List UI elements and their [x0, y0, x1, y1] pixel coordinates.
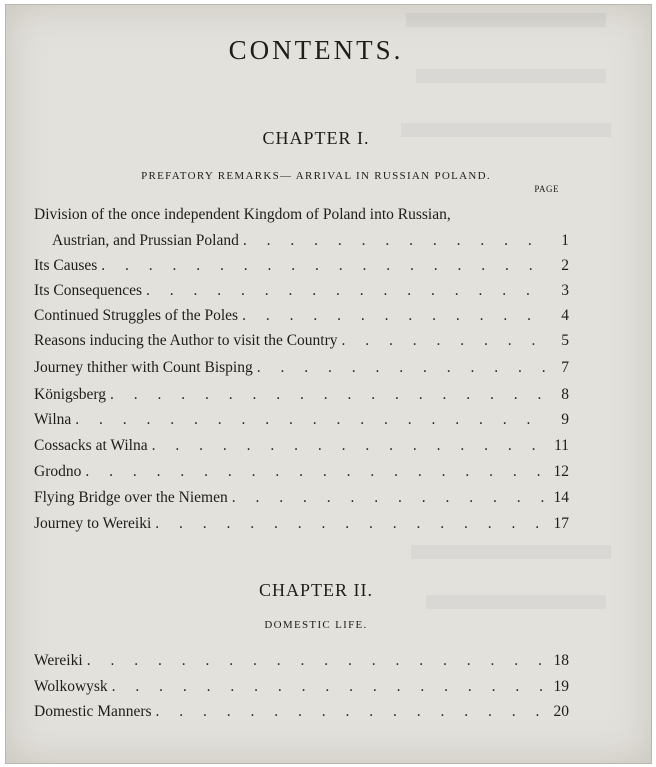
- dot-leader: [101, 256, 547, 276]
- toc-entry: [34, 436, 569, 456]
- toc-entry-title: Wolkowysk: [34, 678, 108, 695]
- toc-entry-title: Wereiki: [34, 652, 83, 669]
- toc-entry-page: 14: [553, 489, 569, 506]
- toc-entry-page: 3: [561, 282, 569, 299]
- dot-leader: [146, 281, 547, 301]
- toc-entry-page: 4: [561, 307, 569, 324]
- toc-entry-title: Austrian, and Prussian Poland: [52, 232, 239, 249]
- toc-entry: [34, 488, 569, 508]
- toc-entry-page: 1: [561, 232, 569, 249]
- dot-leader: [75, 410, 547, 430]
- toc-entry-title: Its Causes: [34, 257, 98, 274]
- toc-entry: [34, 385, 569, 405]
- contents-title: CONTENTS.: [228, 35, 404, 65]
- dot-leader: [112, 677, 547, 697]
- dot-leader: [232, 488, 547, 508]
- toc-entry-line: Division of the once independent Kingdom of Poland into Russian,: [34, 206, 451, 223]
- toc-entry-title: Continued Struggles of the Poles: [34, 307, 239, 324]
- toc-entry-page: 7: [561, 359, 569, 376]
- dot-leader: [85, 462, 547, 482]
- toc-entry-title: Journey thither with Count Bisping: [34, 359, 253, 376]
- toc-entry-title: Wilna: [34, 411, 72, 428]
- toc-entry-page: 19: [553, 678, 569, 695]
- toc-entry: [34, 514, 569, 534]
- toc-entry: [34, 462, 569, 482]
- dot-leader: [156, 702, 547, 722]
- toc-entry-page: 11: [554, 437, 569, 454]
- dot-leader: [243, 231, 547, 251]
- toc-entry: [34, 331, 569, 351]
- toc-entry-page: 20: [553, 703, 569, 720]
- toc-entry: [34, 281, 569, 301]
- toc-entry: [34, 306, 569, 326]
- dot-leader: [87, 651, 547, 671]
- toc-entry: [34, 358, 569, 378]
- toc-entry-title: Its Consequences: [34, 282, 143, 299]
- toc-entry: [52, 231, 569, 251]
- toc-entry: [34, 410, 569, 430]
- toc-entry-title: Königsberg: [34, 386, 107, 403]
- toc-entry-title: Grodno: [34, 463, 82, 480]
- toc-entry: [34, 702, 569, 722]
- dot-leader: [257, 358, 547, 378]
- book-page: [5, 4, 652, 764]
- toc-entry-page: 9: [561, 411, 569, 428]
- dot-leader: [155, 514, 547, 534]
- contents-body: [6, 5, 651, 763]
- toc-entry: [34, 256, 569, 276]
- toc-entry-page: 12: [553, 463, 569, 480]
- toc-entry-title: Flying Bridge over the Niemen: [34, 489, 228, 506]
- toc-entry-page: 18: [553, 652, 569, 669]
- toc-entry: [34, 677, 569, 697]
- toc-entry-page: 2: [561, 257, 569, 274]
- chapter-1-heading: CHAPTER I.: [262, 128, 370, 148]
- dot-leader: [342, 331, 547, 351]
- toc-entry-title: Domestic Manners: [34, 703, 152, 720]
- dot-leader: [152, 436, 547, 456]
- chapter-2-heading: CHAPTER II.: [259, 580, 373, 600]
- dot-leader: [242, 306, 547, 326]
- toc-entry-page: 5: [561, 332, 569, 349]
- toc-entry-title: Reasons inducing the Author to visit the Country: [34, 332, 338, 349]
- toc-entry-title: Cossacks at Wilna: [34, 437, 148, 454]
- chapter-2-subtitle: DOMESTIC LIFE.: [264, 619, 368, 631]
- toc-entry-title: Journey to Wereiki: [34, 515, 152, 532]
- dot-leader: [110, 385, 547, 405]
- toc-entry-page: 8: [561, 386, 569, 403]
- page-column-label: PAGE: [534, 184, 559, 194]
- toc-entry: [34, 651, 569, 671]
- toc-entry-page: 17: [553, 515, 569, 532]
- chapter-1-subtitle: PREFATORY REMARKS— ARRIVAL IN RUSSIAN POLAND.: [141, 170, 491, 182]
